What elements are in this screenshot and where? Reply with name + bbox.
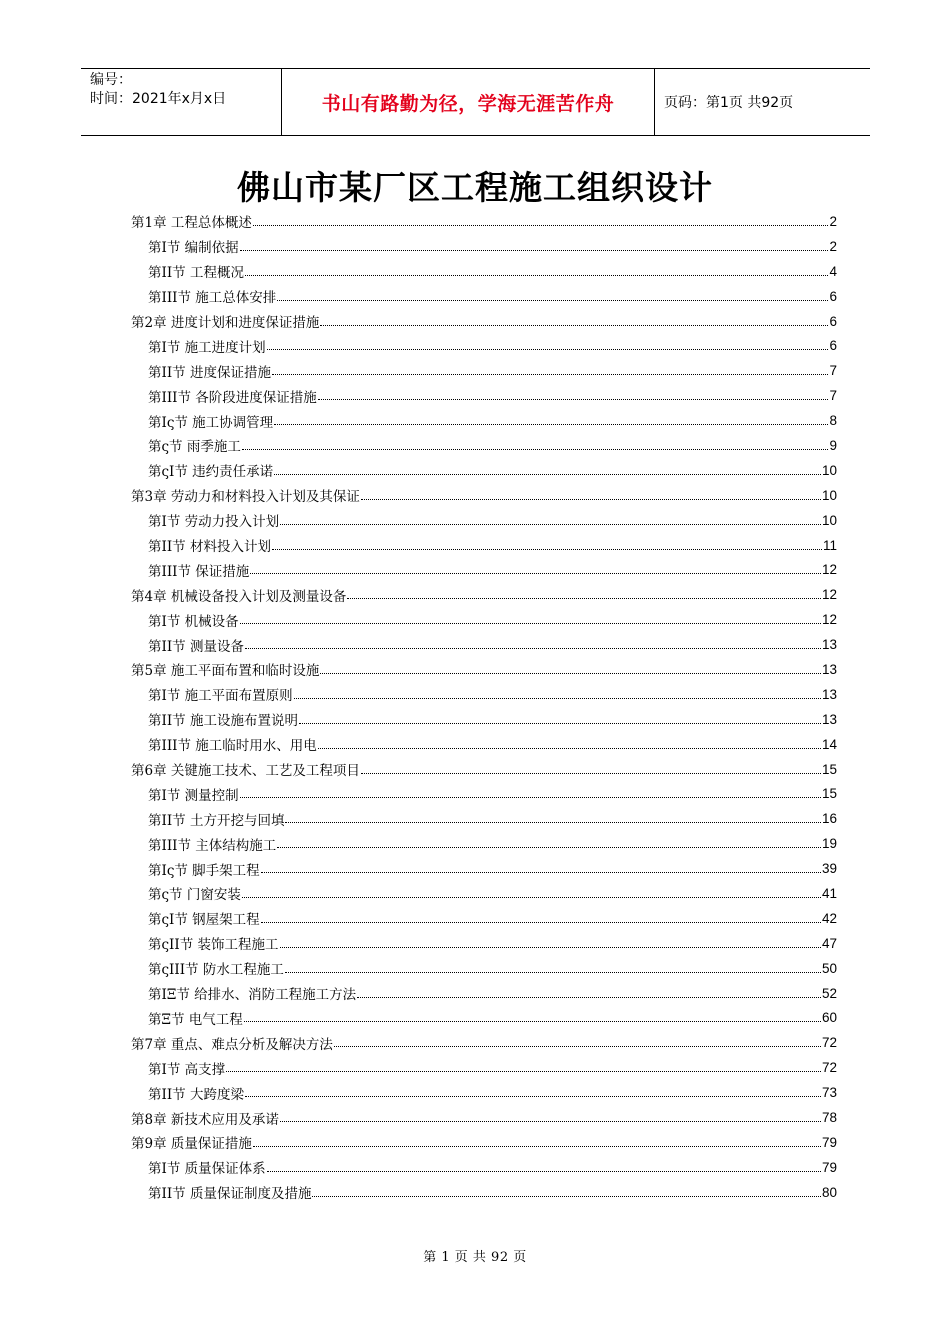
toc-entry-page-number: 10 (821, 462, 837, 478)
toc-section-entry[interactable] (131, 284, 837, 309)
toc-section-entry[interactable] (131, 781, 837, 806)
toc-dot-leader (294, 698, 821, 699)
toc-section-entry[interactable] (131, 806, 837, 831)
toc-section-entry[interactable] (131, 433, 837, 458)
toc-entry-page-number: 11 (822, 537, 837, 553)
toc-entry-label: 第4章 机械设备投入计划及测量设备 (131, 588, 347, 605)
toc-entry-page-number: 12 (821, 562, 837, 578)
toc-section-entry[interactable] (131, 333, 837, 358)
toc-section-entry[interactable] (131, 632, 837, 657)
toc-entry-page-number: 13 (821, 661, 837, 677)
toc-dot-leader (245, 648, 821, 649)
toc-entry-label: 第III节 各阶段进度保证措施 (148, 389, 317, 406)
toc-entry-page-number: 19 (821, 836, 837, 852)
toc-dot-leader (244, 1021, 821, 1022)
toc-entry-page-number: 72 (821, 1060, 837, 1076)
header-page-info: 页码：第1页 共92页 (664, 95, 794, 111)
toc-section-entry[interactable] (131, 557, 837, 582)
toc-dot-leader (318, 399, 829, 400)
toc-entry-page-number: 9 (829, 437, 837, 453)
toc-dot-leader (226, 1071, 821, 1072)
toc-entry-page-number: 12 (821, 612, 837, 628)
toc-dot-leader (320, 325, 828, 326)
toc-dot-leader (240, 797, 821, 798)
toc-dot-leader (242, 449, 829, 450)
toc-dot-leader (272, 374, 829, 375)
toc-chapter-entry[interactable] (131, 657, 837, 682)
toc-section-entry[interactable] (131, 1006, 837, 1031)
toc-entry-label: 第I节 施工进度计划 (148, 339, 266, 356)
toc-section-entry[interactable] (131, 358, 837, 383)
toc-chapter-entry[interactable] (131, 1130, 837, 1155)
toc-dot-leader (250, 573, 821, 574)
toc-entry-page-number: 60 (821, 1010, 837, 1026)
header-motto: 书山有路勤为径，学海无涯苦作舟 (282, 69, 655, 135)
toc-section-entry[interactable] (131, 234, 837, 259)
toc-dot-leader (320, 673, 821, 674)
toc-section-entry[interactable] (131, 707, 837, 732)
toc-entry-label: 第8章 新技术应用及承诺 (131, 1111, 279, 1128)
toc-dot-leader (253, 225, 829, 226)
toc-entry-page-number: 39 (821, 861, 837, 877)
toc-entry-page-number: 72 (821, 1035, 837, 1051)
toc-entry-page-number: 13 (821, 637, 837, 653)
toc-chapter-entry[interactable] (131, 582, 837, 607)
toc-dot-leader (274, 474, 821, 475)
toc-entry-label: 第7章 重点、难点分析及解决方法 (131, 1036, 333, 1053)
toc-dot-leader (240, 623, 821, 624)
toc-entry-page-number: 13 (821, 686, 837, 702)
toc-entry-page-number: 12 (821, 587, 837, 603)
toc-entry-label: 第II节 进度保证措施 (148, 364, 271, 381)
toc-entry-page-number: 10 (821, 512, 837, 528)
toc-section-entry[interactable] (131, 533, 837, 558)
toc-chapter-entry[interactable] (131, 309, 837, 334)
toc-chapter-entry[interactable] (131, 1105, 837, 1130)
toc-dot-leader (280, 947, 821, 948)
header-meta-cell (81, 69, 282, 135)
toc-dot-leader (280, 524, 821, 525)
toc-entry-label: 第I节 施工平面布置原则 (148, 688, 293, 705)
toc-entry-label: 第5章 施工平面布置和临时设施 (131, 663, 320, 680)
toc-entry-label: 第ς节 雨季施工 (148, 439, 241, 456)
toc-entry-page-number: 2 (829, 238, 837, 254)
toc-entry-label: 第I节 机械设备 (148, 613, 239, 630)
toc-entry-label: 第ςII节 装饰工程施工 (148, 937, 279, 954)
toc-entry-label: 第III节 施工临时用水、用电 (148, 738, 317, 755)
toc-section-entry[interactable] (131, 956, 837, 981)
toc-section-entry[interactable] (131, 458, 837, 483)
document-title: 佛山市某厂区工程施工组织设计 (237, 168, 713, 207)
toc-dot-leader (240, 250, 829, 251)
toc-section-entry[interactable] (131, 906, 837, 931)
toc-dot-leader (334, 1046, 821, 1047)
toc-entry-page-number: 2 (829, 213, 837, 229)
toc-entry-label: 第Ξ节 电气工程 (148, 1011, 243, 1028)
toc-dot-leader (361, 499, 821, 500)
toc-entry-label: 第II节 土方开挖与回填 (148, 812, 285, 829)
toc-entry-label: 第II节 材料投入计划 (148, 539, 271, 556)
toc-dot-leader (261, 922, 821, 923)
toc-dot-leader (277, 300, 828, 301)
toc-chapter-entry[interactable] (131, 757, 837, 782)
toc-entry-page-number: 73 (821, 1085, 837, 1101)
toc-section-entry[interactable] (131, 732, 837, 757)
toc-entry-label: 第III节 保证措施 (148, 563, 250, 580)
toc-entry-label: 第9章 质量保证措施 (131, 1136, 252, 1153)
toc-entry-label: 第III节 主体结构施工 (148, 837, 277, 854)
toc-entry-label: 第6章 关键施工技术、工艺及工程项目 (131, 763, 360, 780)
document-header (81, 68, 870, 136)
toc-section-entry[interactable] (131, 981, 837, 1006)
toc-dot-leader (267, 1171, 821, 1172)
toc-dot-leader (245, 1096, 821, 1097)
toc-dot-leader (347, 598, 821, 599)
toc-dot-leader (272, 549, 822, 550)
toc-section-entry[interactable] (131, 508, 837, 533)
toc-dot-leader (242, 897, 821, 898)
toc-section-entry[interactable] (131, 383, 837, 408)
toc-entry-label: 第2章 进度计划和进度保证措施 (131, 315, 320, 331)
toc-entry-label: 第ς节 门窗安装 (148, 887, 241, 904)
toc-entry-label: 第Iς节 施工协调管理 (148, 414, 274, 431)
toc-entry-label: 第I节 劳动力投入计划 (148, 514, 280, 531)
toc-entry-label: 第ςI节 违约责任承诺 (148, 464, 274, 481)
toc-entry-label: 第III节 施工总体安排 (148, 290, 277, 307)
toc-entry-label: 第1章 工程总体概述 (131, 215, 252, 232)
toc-entry-label: 第I节 质量保证体系 (148, 1161, 266, 1178)
toc-entry-page-number: 16 (821, 811, 837, 827)
toc-chapter-entry[interactable] (131, 209, 837, 234)
toc-section-entry[interactable] (131, 408, 837, 433)
toc-entry-page-number: 6 (829, 288, 837, 304)
toc-section-entry[interactable] (131, 682, 837, 707)
toc-entry-page-number: 47 (821, 935, 837, 951)
toc-entry-page-number: 79 (821, 1134, 837, 1150)
toc-entry-label: 第ςI节 钢屋架工程 (148, 912, 260, 929)
toc-entry-page-number: 80 (821, 1184, 837, 1200)
toc-dot-leader (277, 847, 821, 848)
toc-entry-label: 第ςIII节 防水工程施工 (148, 962, 284, 979)
toc-entry-page-number: 78 (821, 1110, 837, 1125)
toc-dot-leader (299, 723, 821, 724)
toc-dot-leader (285, 972, 821, 973)
toc-entry-label: 第Iς节 脚手架工程 (148, 862, 260, 879)
toc-dot-leader (245, 275, 829, 276)
toc-entry-label: 第I节 测量控制 (148, 787, 239, 804)
toc-chapter-entry[interactable] (131, 483, 837, 508)
toc-entry-label: 第II节 大跨度梁 (148, 1086, 244, 1103)
toc-section-entry[interactable] (131, 856, 837, 881)
toc-entry-page-number: 15 (821, 786, 837, 802)
toc-entry-label: 第I节 高支撑 (148, 1061, 226, 1078)
toc-dot-leader (318, 748, 821, 749)
toc-chapter-entry[interactable] (131, 1030, 837, 1055)
document-date-label: 时间：2021年x月x日 (90, 91, 227, 107)
toc-section-entry[interactable] (131, 607, 837, 632)
toc-dot-leader (361, 773, 821, 774)
toc-entry-page-number: 7 (829, 388, 837, 404)
toc-entry-label: 第II节 施工设施布置说明 (148, 713, 298, 730)
toc-dot-leader (261, 872, 821, 873)
toc-entry-page-number: 50 (821, 960, 837, 976)
toc-entry-page-number: 6 (829, 313, 837, 329)
toc-entry-page-number: 13 (821, 711, 837, 727)
toc-section-entry[interactable] (131, 931, 837, 956)
toc-entry-label: 第3章 劳动力和材料投入计划及其保证 (131, 489, 360, 506)
toc-entry-page-number: 7 (829, 363, 837, 379)
toc-section-entry[interactable] (131, 1180, 837, 1205)
toc-dot-leader (267, 349, 829, 350)
toc-entry-page-number: 42 (821, 910, 837, 926)
toc-entry-page-number: 15 (821, 761, 837, 777)
toc-entry-label: 第I节 编制依据 (148, 240, 239, 257)
toc-dot-leader (274, 424, 828, 425)
toc-dot-leader (253, 1146, 821, 1147)
toc-entry-page-number: 10 (821, 487, 837, 503)
toc-section-entry[interactable] (131, 1155, 837, 1180)
toc-section-entry[interactable] (131, 831, 837, 856)
toc-dot-leader (285, 822, 821, 823)
toc-entry-page-number: 8 (829, 413, 837, 429)
table-of-contents (131, 209, 837, 1205)
document-number-label: 编号： (90, 72, 132, 88)
toc-section-entry[interactable] (131, 259, 837, 284)
toc-entry-label: 第II节 工程概况 (148, 265, 244, 282)
toc-section-entry[interactable] (131, 1080, 837, 1105)
toc-entry-page-number: 6 (829, 338, 837, 354)
toc-dot-leader (312, 1196, 821, 1197)
page-footer: 第 1 页 共 92 页 (423, 1250, 527, 1265)
toc-entry-label: 第II节 质量保证制度及措施 (148, 1186, 312, 1203)
toc-entry-page-number: 41 (821, 885, 837, 901)
toc-entry-page-number: 52 (821, 985, 837, 1001)
toc-dot-leader (357, 997, 821, 998)
toc-entry-page-number: 79 (821, 1159, 837, 1175)
toc-dot-leader (280, 1121, 821, 1122)
toc-section-entry[interactable] (131, 1055, 837, 1080)
toc-entry-label: 第II节 测量设备 (148, 638, 244, 655)
toc-entry-page-number: 14 (821, 736, 837, 752)
toc-entry-label: 第IΞ节 给排水、消防工程施工方法 (148, 987, 357, 1004)
toc-section-entry[interactable] (131, 881, 837, 906)
toc-entry-page-number: 4 (829, 263, 837, 279)
